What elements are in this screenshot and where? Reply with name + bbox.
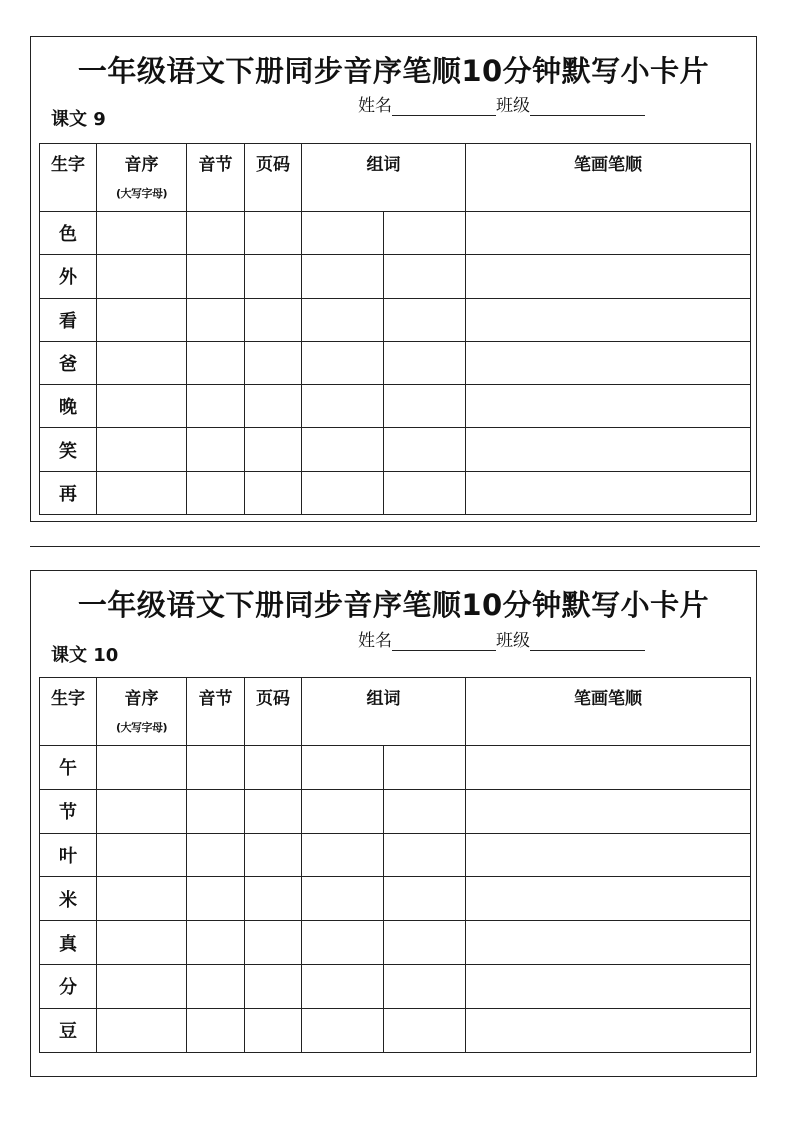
strokes-cell[interactable] <box>466 298 751 341</box>
order-cell[interactable] <box>97 746 187 790</box>
cut-line-divider <box>30 546 760 547</box>
col-header-words: 组词 <box>302 144 466 212</box>
col-header-order <box>97 678 187 746</box>
char-cell: 再 <box>40 471 97 514</box>
syllable-cell[interactable] <box>187 1008 245 1052</box>
class-label: 班级 <box>496 96 530 116</box>
page-cell[interactable] <box>245 385 302 428</box>
word-cell-2[interactable] <box>384 833 466 877</box>
char-cell: 豆 <box>40 1008 97 1052</box>
page-cell[interactable] <box>245 471 302 514</box>
order-cell[interactable] <box>97 385 187 428</box>
word-cell-1[interactable] <box>302 298 384 341</box>
word-cell-2[interactable] <box>384 964 466 1008</box>
word-cell-1[interactable] <box>302 471 384 514</box>
table-row <box>40 746 751 790</box>
strokes-cell[interactable] <box>466 1008 751 1052</box>
word-cell-2[interactable] <box>384 385 466 428</box>
order-cell[interactable] <box>97 428 187 471</box>
lesson-label: 课文 9 <box>51 109 106 130</box>
page-cell[interactable] <box>245 212 302 255</box>
class-blank[interactable] <box>530 632 645 651</box>
student-info <box>358 626 645 651</box>
word-cell-1[interactable] <box>302 921 384 965</box>
syllable-cell[interactable] <box>187 471 245 514</box>
syllable-cell[interactable] <box>187 428 245 471</box>
char-cell: 爸 <box>40 341 97 384</box>
order-cell[interactable] <box>97 789 187 833</box>
char-cell: 色 <box>40 212 97 255</box>
name-blank[interactable] <box>392 632 496 651</box>
strokes-cell[interactable] <box>466 921 751 965</box>
word-cell-1[interactable] <box>302 746 384 790</box>
dictation-table <box>39 143 751 515</box>
student-info <box>358 91 645 116</box>
col-header-strokes: 笔画笔顺 <box>466 144 751 212</box>
page-cell[interactable] <box>245 921 302 965</box>
strokes-cell[interactable] <box>466 471 751 514</box>
order-cell[interactable] <box>97 471 187 514</box>
page-cell[interactable] <box>245 255 302 298</box>
col-header-char: 生字 <box>40 678 97 746</box>
syllable-cell[interactable] <box>187 385 245 428</box>
strokes-cell[interactable] <box>466 877 751 921</box>
word-cell-1[interactable] <box>302 428 384 471</box>
word-cell-1[interactable] <box>302 1008 384 1052</box>
char-cell: 真 <box>40 921 97 965</box>
char-cell: 分 <box>40 964 97 1008</box>
page-cell[interactable] <box>245 1008 302 1052</box>
page-cell[interactable] <box>245 964 302 1008</box>
char-cell: 笑 <box>40 428 97 471</box>
word-cell-2[interactable] <box>384 471 466 514</box>
dictation-card-2 <box>30 570 757 1077</box>
order-cell[interactable] <box>97 833 187 877</box>
table-row <box>40 964 751 1008</box>
word-cell-1[interactable] <box>302 341 384 384</box>
col-header-page: 页码 <box>245 144 302 212</box>
col-header-strokes: 笔画笔顺 <box>466 678 751 746</box>
table-row <box>40 212 751 255</box>
order-cell[interactable] <box>97 964 187 1008</box>
table-row <box>40 921 751 965</box>
syllable-cell[interactable] <box>187 964 245 1008</box>
word-cell-1[interactable] <box>302 212 384 255</box>
class-label: 班级 <box>496 631 530 651</box>
char-cell: 米 <box>40 877 97 921</box>
word-cell-1[interactable] <box>302 833 384 877</box>
word-cell-2[interactable] <box>384 1008 466 1052</box>
strokes-cell[interactable] <box>466 964 751 1008</box>
dictation-card-1 <box>30 36 757 522</box>
page-cell[interactable] <box>245 341 302 384</box>
table-row <box>40 877 751 921</box>
strokes-cell[interactable] <box>466 385 751 428</box>
col-header-words: 组词 <box>302 678 466 746</box>
word-cell-1[interactable] <box>302 877 384 921</box>
table-row <box>40 255 751 298</box>
header-row <box>40 144 751 212</box>
table-row <box>40 471 751 514</box>
syllable-cell[interactable] <box>187 298 245 341</box>
order-cell[interactable] <box>97 1008 187 1052</box>
char-cell: 看 <box>40 298 97 341</box>
char-cell: 叶 <box>40 833 97 877</box>
page-cell[interactable] <box>245 833 302 877</box>
page-cell[interactable] <box>245 789 302 833</box>
order-cell[interactable] <box>97 877 187 921</box>
word-cell-2[interactable] <box>384 255 466 298</box>
syllable-cell[interactable] <box>187 789 245 833</box>
word-cell-1[interactable] <box>302 789 384 833</box>
header-row <box>40 678 751 746</box>
page-cell[interactable] <box>245 877 302 921</box>
name-label: 姓名 <box>358 631 392 651</box>
card-title: 一年级语文下册同步音序笔顺10分钟默写小卡片 <box>77 588 710 622</box>
name-label: 姓名 <box>358 96 392 116</box>
name-blank[interactable] <box>392 97 496 116</box>
word-cell-1[interactable] <box>302 255 384 298</box>
syllable-cell[interactable] <box>187 833 245 877</box>
table-row <box>40 428 751 471</box>
syllable-cell[interactable] <box>187 746 245 790</box>
order-cell[interactable] <box>97 298 187 341</box>
char-cell: 外 <box>40 255 97 298</box>
table-row <box>40 385 751 428</box>
order-cell[interactable] <box>97 212 187 255</box>
page-cell[interactable] <box>245 298 302 341</box>
syllable-cell[interactable] <box>187 877 245 921</box>
lesson-label: 课文 10 <box>51 645 119 666</box>
dictation-table <box>39 677 751 1053</box>
strokes-cell[interactable] <box>466 255 751 298</box>
char-cell: 晚 <box>40 385 97 428</box>
col-header-page: 页码 <box>245 678 302 746</box>
syllable-cell[interactable] <box>187 921 245 965</box>
strokes-cell[interactable] <box>466 833 751 877</box>
strokes-cell[interactable] <box>466 428 751 471</box>
word-cell-2[interactable] <box>384 298 466 341</box>
order-cell[interactable] <box>97 255 187 298</box>
strokes-cell[interactable] <box>466 212 751 255</box>
table-row <box>40 1008 751 1052</box>
class-blank[interactable] <box>530 97 645 116</box>
col-header-order <box>97 144 187 212</box>
word-cell-2[interactable] <box>384 212 466 255</box>
word-cell-2[interactable] <box>384 789 466 833</box>
table-row <box>40 833 751 877</box>
order-label: 音序 <box>124 689 159 709</box>
strokes-cell[interactable] <box>466 789 751 833</box>
word-cell-1[interactable] <box>302 385 384 428</box>
order-cell[interactable] <box>97 921 187 965</box>
table-row <box>40 298 751 341</box>
word-cell-2[interactable] <box>384 428 466 471</box>
strokes-cell[interactable] <box>466 341 751 384</box>
syllable-cell[interactable] <box>187 212 245 255</box>
col-header-syllable: 音节 <box>187 144 245 212</box>
page-cell[interactable] <box>245 746 302 790</box>
table-row <box>40 341 751 384</box>
table-row <box>40 789 751 833</box>
char-cell: 午 <box>40 746 97 790</box>
col-header-syllable: 音节 <box>187 678 245 746</box>
order-sub-label: (大写字母) <box>115 721 168 734</box>
word-cell-2[interactable] <box>384 341 466 384</box>
word-cell-1[interactable] <box>302 964 384 1008</box>
order-label: 音序 <box>124 155 159 175</box>
strokes-cell[interactable] <box>466 746 751 790</box>
syllable-cell[interactable] <box>187 255 245 298</box>
page-cell[interactable] <box>245 428 302 471</box>
char-cell: 节 <box>40 789 97 833</box>
syllable-cell[interactable] <box>187 341 245 384</box>
card-title: 一年级语文下册同步音序笔顺10分钟默写小卡片 <box>77 54 710 88</box>
order-sub-label: (大写字母) <box>115 187 168 200</box>
order-cell[interactable] <box>97 341 187 384</box>
col-header-char: 生字 <box>40 144 97 212</box>
word-cell-2[interactable] <box>384 746 466 790</box>
word-cell-2[interactable] <box>384 921 466 965</box>
word-cell-2[interactable] <box>384 877 466 921</box>
